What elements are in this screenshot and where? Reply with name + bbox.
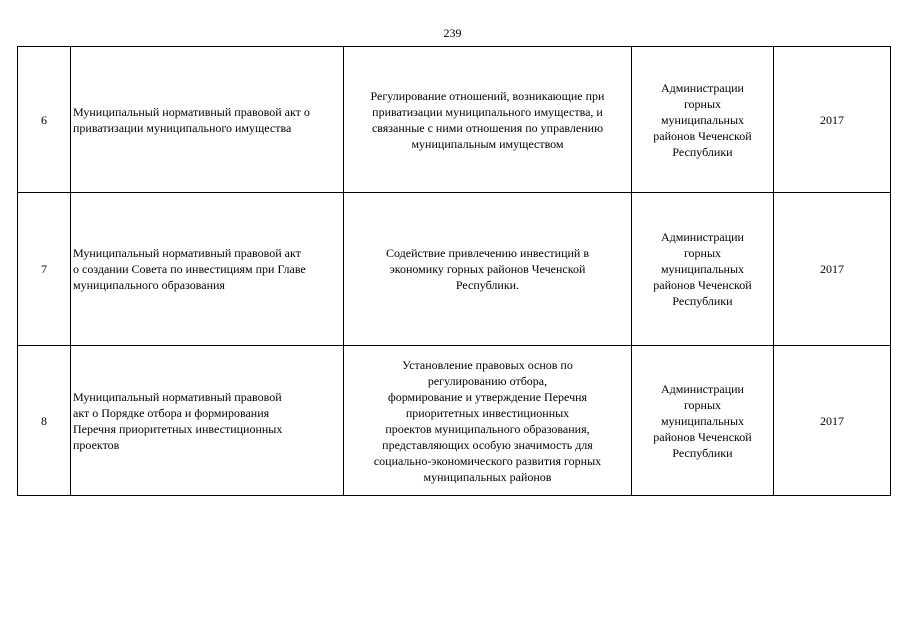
description-cell: Установление правовых основ по регулированию отбора, формирование и утверждение Перечня приоритетных инвестиционных проектов муниципального образования, представляющих особую значимость для социально-экономического развития горных муниципальных районов [344, 346, 632, 496]
table-row [18, 346, 891, 496]
row-number-cell: 8 [18, 346, 71, 496]
table-row [18, 193, 891, 346]
responsible-cell: Администрации горных муниципальных районов Чеченской Республики [632, 346, 774, 496]
year-cell: 2017 [774, 346, 891, 496]
description-cell: Регулирование отношений, возникающие при приватизации муниципального имущества, и связанные с ними отношения по управлению муниципальным имуществом [344, 47, 632, 193]
responsible-cell: Администрации горных муниципальных районов Чеченской Республики [632, 193, 774, 346]
regulatory-acts-table [17, 46, 891, 496]
row-number-cell: 7 [18, 193, 71, 346]
act-name-cell: Муниципальный нормативный правовой акт о создании Совета по инвестициям при Главе муниципального образования [71, 193, 344, 346]
year-cell: 2017 [774, 193, 891, 346]
description-cell: Содействие привлечению инвестиций в экономику горных районов Чеченской Республики. [344, 193, 632, 346]
act-name-cell: Муниципальный нормативный правовой акт о Порядке отбора и формирования Перечня приоритетных инвестиционных проектов [71, 346, 344, 496]
year-cell: 2017 [774, 47, 891, 193]
act-name-cell: Муниципальный нормативный правовой акт о приватизации муниципального имущества [71, 47, 344, 193]
page-number: 239 [443, 26, 462, 40]
responsible-cell: Администрации горных муниципальных районов Чеченской Республики [632, 47, 774, 193]
table-row [18, 47, 891, 193]
row-number-cell: 6 [18, 47, 71, 193]
